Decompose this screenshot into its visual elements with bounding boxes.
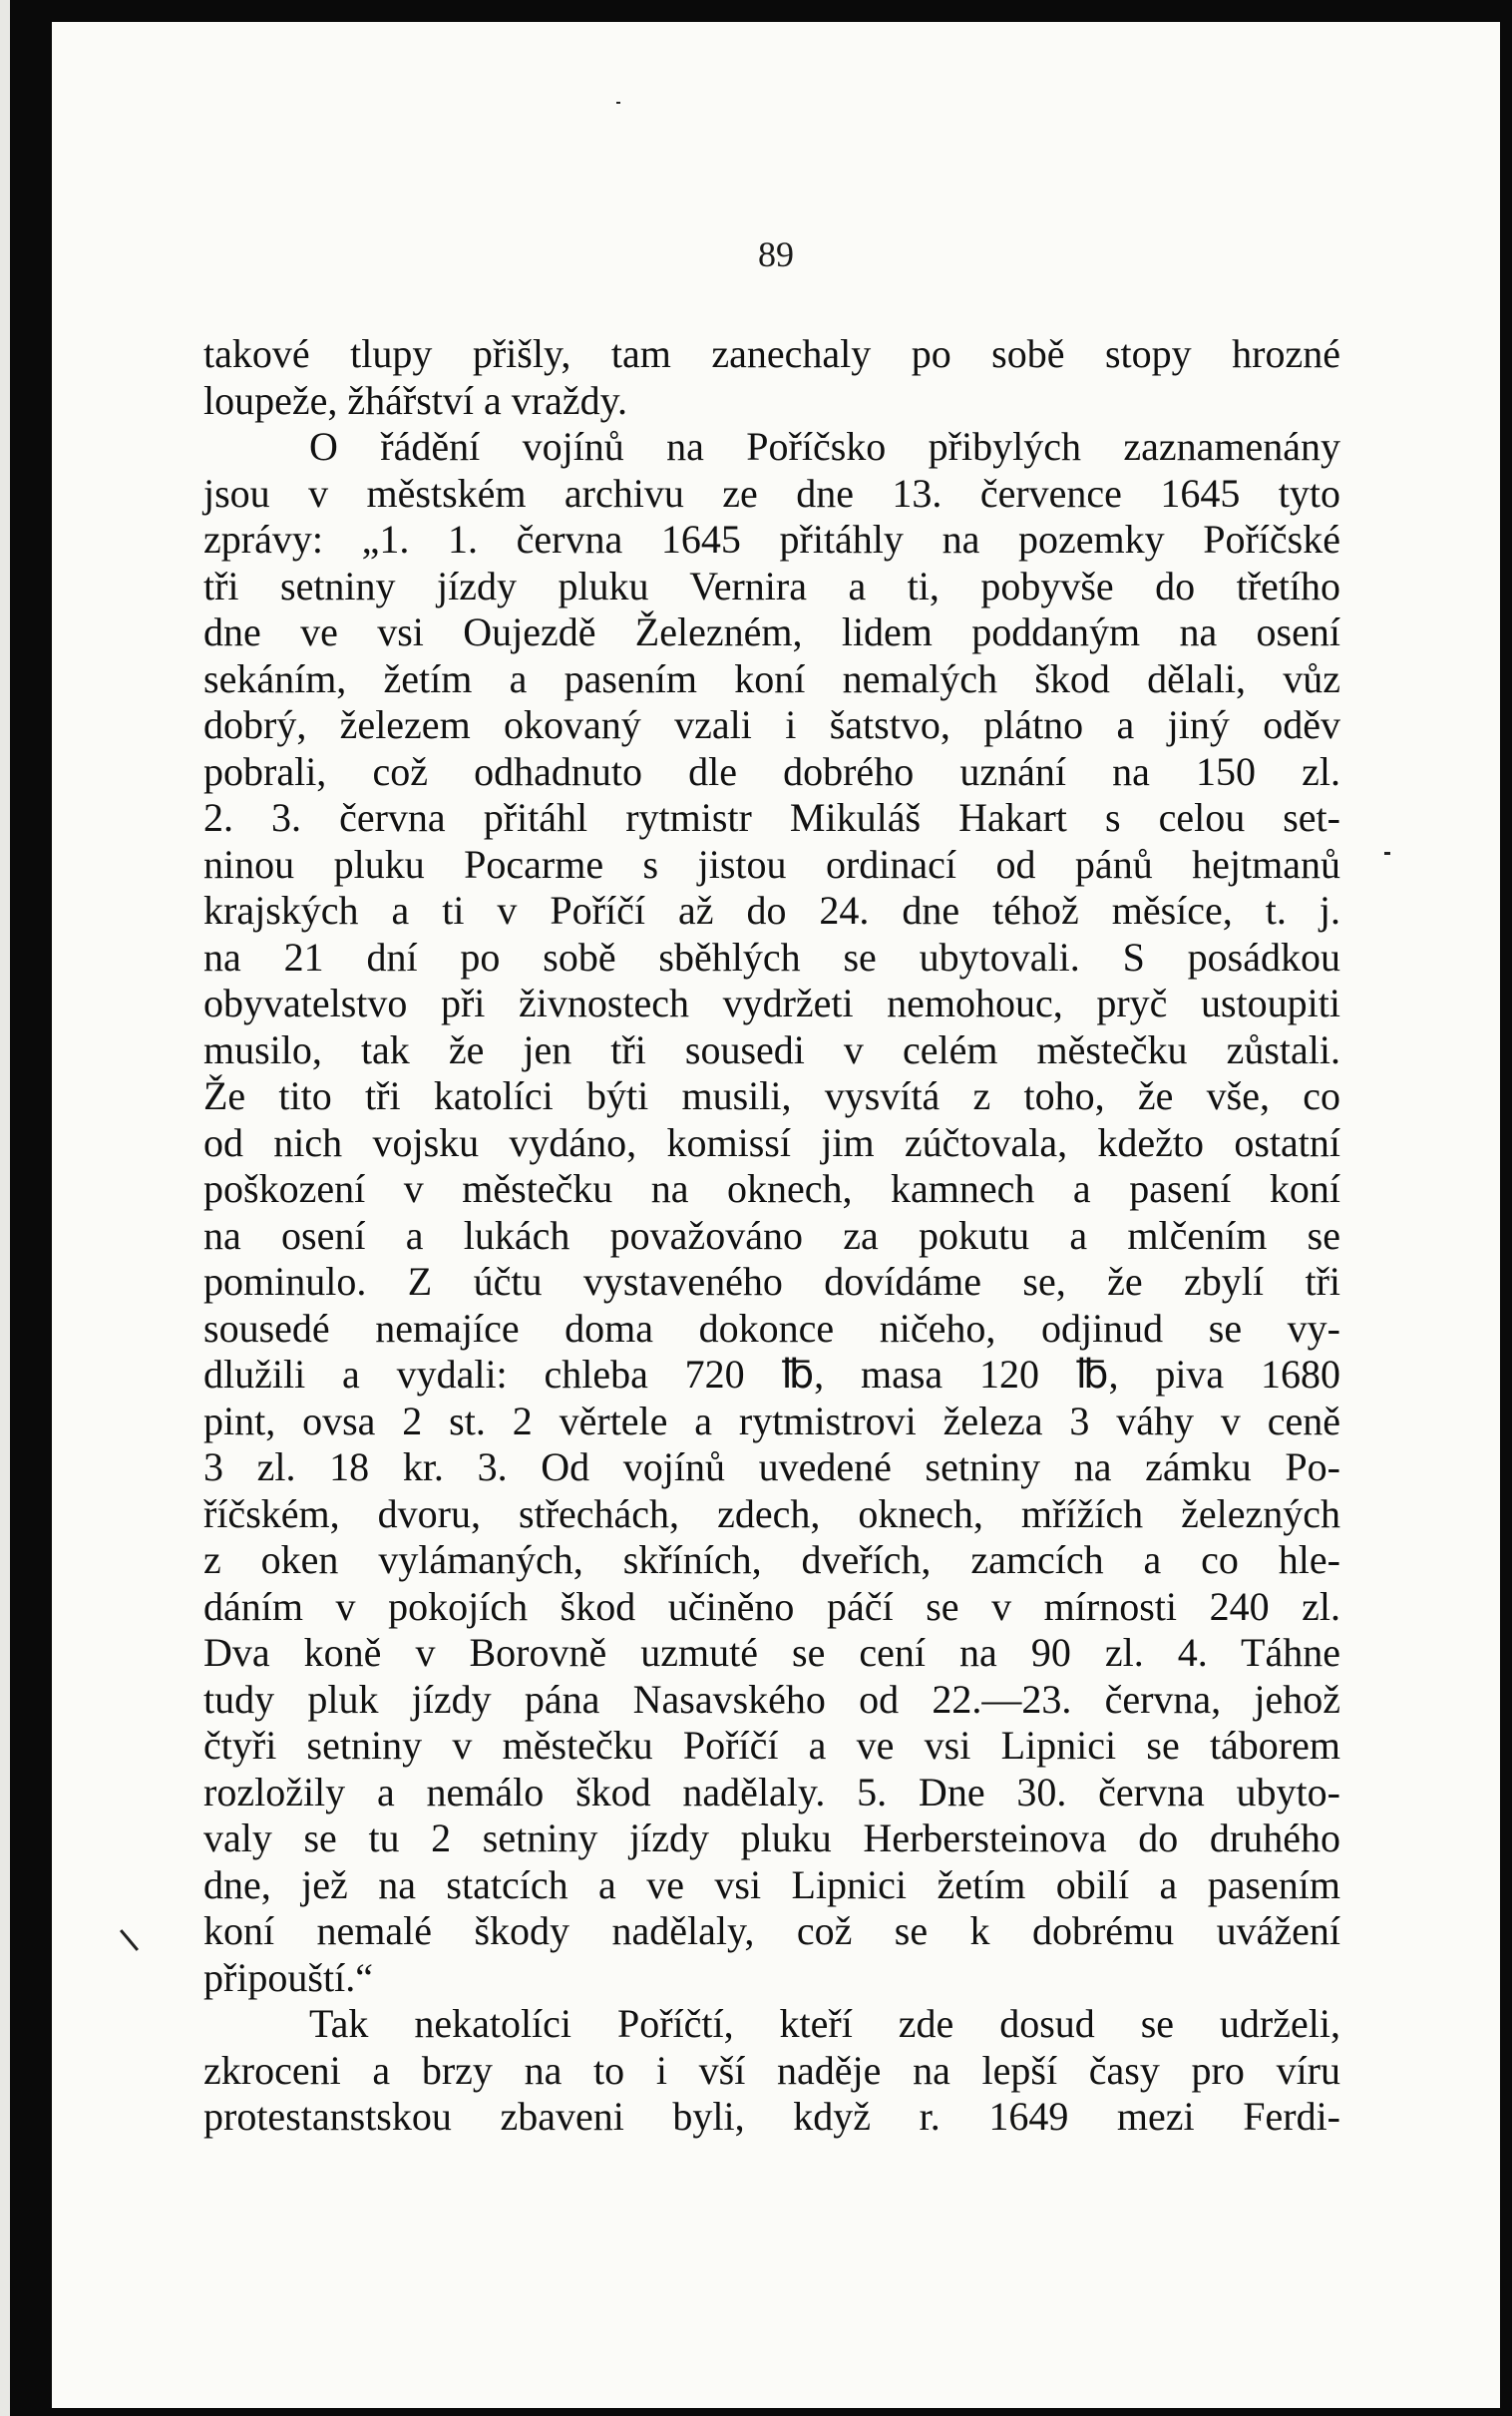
text-line: sekáním, žetím a pasením koní nemalých škod dělali, vůz — [203, 655, 1340, 701]
text-line: připouští.“ — [203, 1954, 373, 2000]
text-line: od nich vojsku vydáno, komissí jim zúčtovala, kdežto ostatní — [203, 1119, 1340, 1165]
text-line: tudy pluk jízdy pána Nasavského od 22.—23. června, jehož — [203, 1676, 1340, 1722]
text-line: zkroceni a brzy na to i vší naděje na lepší časy pro víru — [203, 2047, 1340, 2093]
text-line: rozložily a nemálo škod nadělaly. 5. Dne 30. června ubyto- — [203, 1769, 1340, 1814]
text-line: tři setniny jízdy pluku Vernira a ti, pobyvše do třetího — [203, 563, 1340, 608]
scan-speck — [1384, 852, 1390, 855]
text-line: 3 zl. 18 kr. 3. Od vojínů uvedené setniny na zámku Po- — [203, 1444, 1340, 1489]
text-line: jsou v městském archivu ze dne 13. července 1645 tyto — [203, 470, 1340, 516]
body-text — [203, 331, 1340, 2141]
scan-speck — [616, 102, 620, 104]
text-line: valy se tu 2 setniny jízdy pluku Herbersteinova do druhého — [203, 1815, 1340, 1860]
text-line: O řádění vojínů na Poříčsko přibylých zaznamenány — [309, 424, 1340, 469]
text-line: dne, jež na statcích a ve vsi Lipnici žetím obilí a pasením — [203, 1861, 1340, 1907]
book-page — [52, 22, 1500, 2408]
page-number: 89 — [758, 234, 794, 274]
text-line: koní nemalé škody nadělaly, což se k dobrému uvážení — [203, 1908, 1340, 1953]
scan-speck — [120, 1929, 139, 1951]
text-line: krajských a ti v Poříčí až do 24. dne téhož měsíce, t. j. — [203, 888, 1340, 933]
text-line: pobrali, což odhadnuto dle dobrého uznání na 150 zl. — [203, 748, 1340, 794]
text-line: na osení a lukách považováno za pokutu a mlčením se — [203, 1212, 1340, 1258]
text-line: ninou pluku Pocarme s jistou ordinací od pánů hejtmanů — [203, 841, 1340, 887]
text-line: zprávy: „1. 1. června 1645 přitáhly na pozemky Poříčské — [203, 517, 1340, 562]
text-line: čtyři setniny v městečku Poříčí a ve vsi Lipnici se táborem — [203, 1723, 1340, 1768]
text-line: obyvatelstvo při živnostech vydržeti nemohouc, pryč ustoupiti — [203, 981, 1340, 1025]
text-line: Tak nekatolíci Poříčtí, kteří zde dosud se udrželi, — [309, 2001, 1340, 2046]
text-line: z oken vylámaných, skříních, dveřích, zamcích a co hle- — [203, 1537, 1340, 1582]
text-line: 2. 3. června přitáhl rytmistr Mikuláš Hakart s celou set- — [203, 795, 1340, 840]
text-line: takové tlupy přišly, tam zanechaly po sobě stopy hrozné — [203, 331, 1340, 376]
text-line: pint, ovsa 2 st. 2 věrtele a rytmistrovi železa 3 váhy v ceně — [203, 1398, 1340, 1443]
text-line: dáním v pokojích škod učiněno páčí se v mírnosti 240 zl. — [203, 1583, 1340, 1629]
text-line: poškození v městečku na oknech, kamnech a pasení koní — [203, 1166, 1340, 1211]
text-line: Že tito tři katolíci býti musili, vysvítá z toho, že vše, co — [203, 1073, 1340, 1118]
text-line: dne ve vsi Oujezdě Železném, lidem poddaným na osení — [203, 609, 1340, 654]
text-line: loupeže, žhářství a vraždy. — [203, 377, 627, 423]
text-line: pominulo. Z účtu vystaveného dovídáme se, že zbylí tři — [203, 1259, 1340, 1304]
text-line: sousedé nemajíce doma dokonce ničeho, odjinud se vy- — [203, 1305, 1340, 1351]
text-line: protestanstskou zbaveni byli, když r. 1649 mezi Ferdi- — [203, 2094, 1340, 2139]
text-line: musilo, tak že jen tři sousedi v celém městečku zůstali. — [203, 1026, 1340, 1072]
text-line: na 21 dní po sobě sběhlých se ubytovali. S posádkou — [203, 934, 1340, 980]
text-line: Dva koně v Borovně uzmuté se cení na 90 zl. 4. Táhne — [203, 1630, 1340, 1675]
previous-page-edge — [0, 0, 10, 2416]
text-line: říčském, dvoru, střechách, zdech, oknech, mřížích železných — [203, 1490, 1340, 1536]
text-line: dobrý, železem okovaný vzali i šatstvo, plátno a jiný oděv — [203, 702, 1340, 747]
text-line: dlužili a vydali: chleba 720 ℔, masa 120 ℔, piva 1680 — [203, 1352, 1340, 1397]
